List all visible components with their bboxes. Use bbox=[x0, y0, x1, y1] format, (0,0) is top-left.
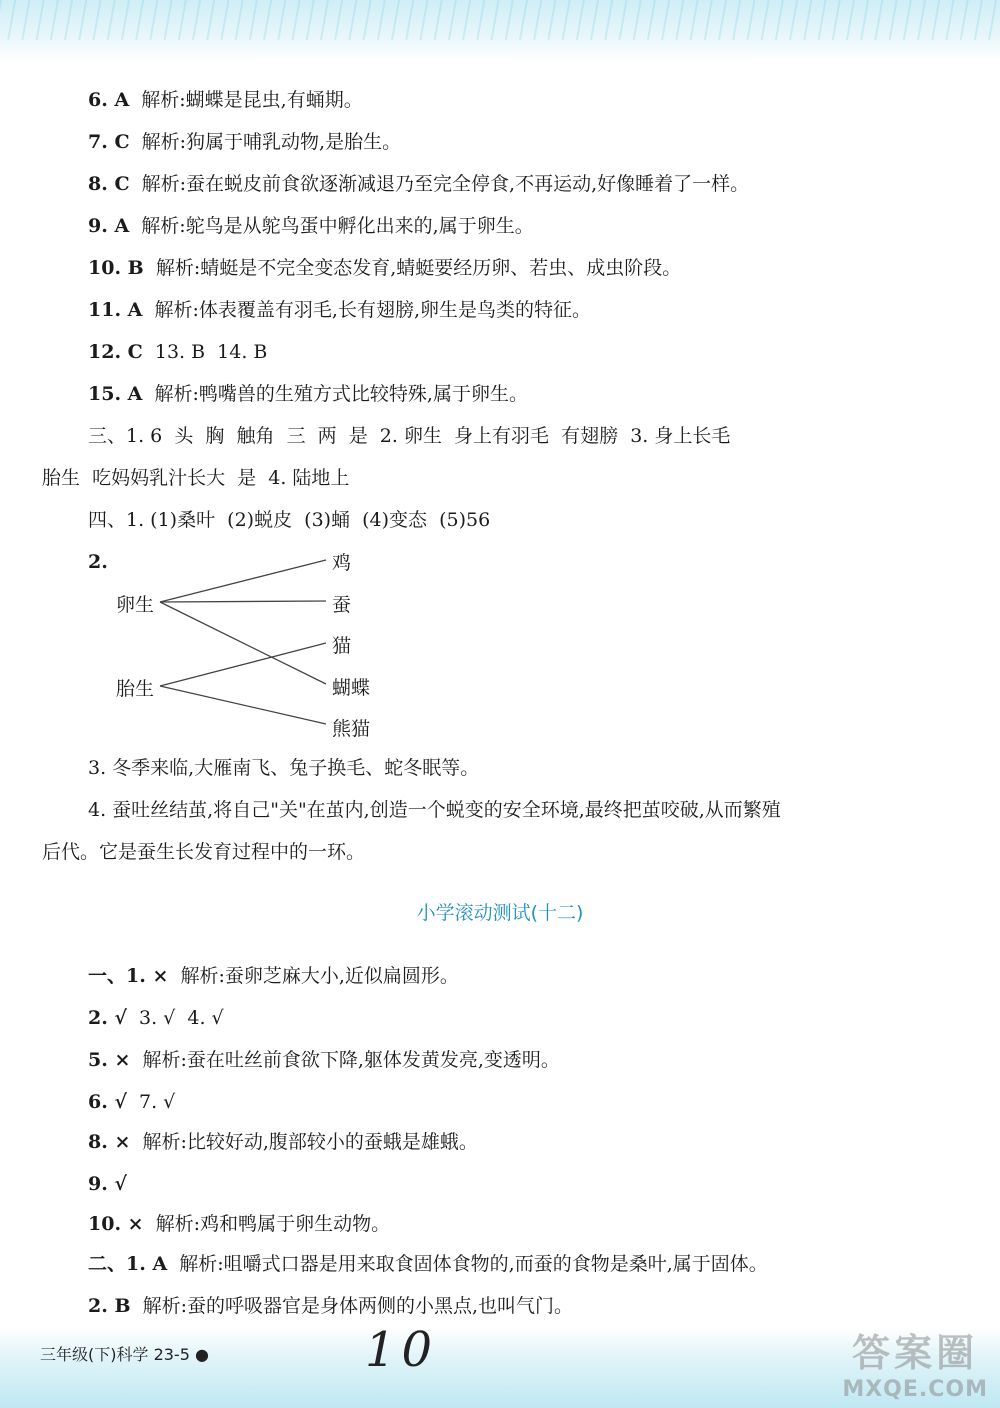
answer-line: 3. 冬季来临,大雁南飞、兔子换毛、蛇冬眠等。 bbox=[88, 757, 480, 779]
match-line-viviparous-panda bbox=[160, 686, 326, 724]
match-line-oviparous-chicken bbox=[160, 560, 326, 602]
answer-line: 一、1. × 解析:蚕卵芝麻大小,近似扁圆形。 bbox=[88, 965, 459, 987]
match-right-butterfly: 蝴蝶 bbox=[332, 677, 371, 699]
answer-line: 10. B 解析:蜻蜓是不完全变态发育,蜻蜓要经历卵、若虫、成虫阶段。 bbox=[88, 257, 682, 279]
footer-label: 三年级(下)科学 23-5 ● bbox=[40, 1345, 209, 1364]
answer-line: 2. √ 3. √ 4. √ bbox=[88, 1007, 224, 1029]
answer-line: 二、1. A 解析:咀嚼式口器是用来取食固体食物的,而蚕的食物是桑叶,属于固体。 bbox=[88, 1253, 768, 1275]
answer-line: 6. A 解析:蝴蝶是昆虫,有蛹期。 bbox=[88, 89, 363, 111]
match-right-cat: 猫 bbox=[332, 635, 352, 657]
answer-line: 胎生 吃妈妈乳汁长大 是 4. 陆地上 bbox=[42, 467, 350, 489]
watermark-text: 答案圈 bbox=[852, 1331, 979, 1375]
answer-line: 8. C 解析:蚕在蜕皮前食欲逐渐减退乃至完全停食,不再运动,好像睡着了一样。 bbox=[88, 173, 750, 195]
answer-line: 12. C 13. B 14. B bbox=[88, 341, 268, 363]
match-left-oviparous: 卵生 bbox=[116, 594, 155, 616]
section-title: 小学滚动测试(十二) bbox=[416, 902, 584, 924]
watermark-url: MXQE.COM bbox=[842, 1377, 988, 1402]
answer-line: 四、1. (1)桑叶 (2)蜕皮 (3)蛹 (4)变态 (5)56 bbox=[88, 509, 491, 531]
answer-line: 4. 蚕吐丝结茧,将自己"关"在茧内,创造一个蜕变的安全环境,最终把茧咬破,从而繁殖 bbox=[88, 799, 781, 821]
answer-line: 9. √ bbox=[88, 1173, 127, 1195]
match-line-viviparous-cat bbox=[160, 643, 326, 686]
answer-line: 6. √ 7. √ bbox=[88, 1091, 176, 1113]
match-line-oviparous-butterfly bbox=[160, 602, 326, 684]
answer-line: 7. C 解析:狗属于哺乳动物,是胎生。 bbox=[88, 131, 402, 153]
match-right-chicken: 鸡 bbox=[332, 552, 352, 574]
answer-line: 10. × 解析:鸡和鸭属于卵生动物。 bbox=[88, 1213, 391, 1235]
answer-line: 2. bbox=[88, 551, 108, 573]
match-right-panda: 熊猫 bbox=[332, 718, 371, 740]
answer-line: 9. A 解析:鸵鸟是从鸵鸟蛋中孵化出来的,属于卵生。 bbox=[88, 215, 534, 237]
match-line-oviparous-silkworm bbox=[160, 601, 326, 602]
answer-line: 2. B 解析:蚕的呼吸器官是身体两侧的小黑点,也叫气门。 bbox=[88, 1295, 574, 1317]
answer-line: 8. × 解析:比较好动,腹部较小的蚕蛾是雄蛾。 bbox=[88, 1131, 478, 1153]
watermark-logo bbox=[842, 1322, 988, 1402]
answer-line: 三、1. 6 头 胸 触角 三 两 是 2. 卵生 身上有羽毛 有翅膀 3. 身上长毛 bbox=[88, 425, 731, 447]
match-right-silkworm: 蚕 bbox=[332, 594, 352, 616]
answer-line: 11. A 解析:体表覆盖有羽毛,长有翅膀,卵生是鸟类的特征。 bbox=[88, 299, 591, 321]
handwritten-page-number: 10 bbox=[365, 1322, 439, 1378]
answer-line: 5. × 解析:蚕在吐丝前食欲下降,躯体发黄发亮,变透明。 bbox=[88, 1049, 560, 1071]
answer-line: 后代。它是蚕生长发育过程中的一环。 bbox=[42, 841, 366, 863]
match-left-viviparous: 胎生 bbox=[116, 678, 155, 700]
answer-line: 15. A 解析:鸭嘴兽的生殖方式比较特殊,属于卵生。 bbox=[88, 383, 528, 405]
